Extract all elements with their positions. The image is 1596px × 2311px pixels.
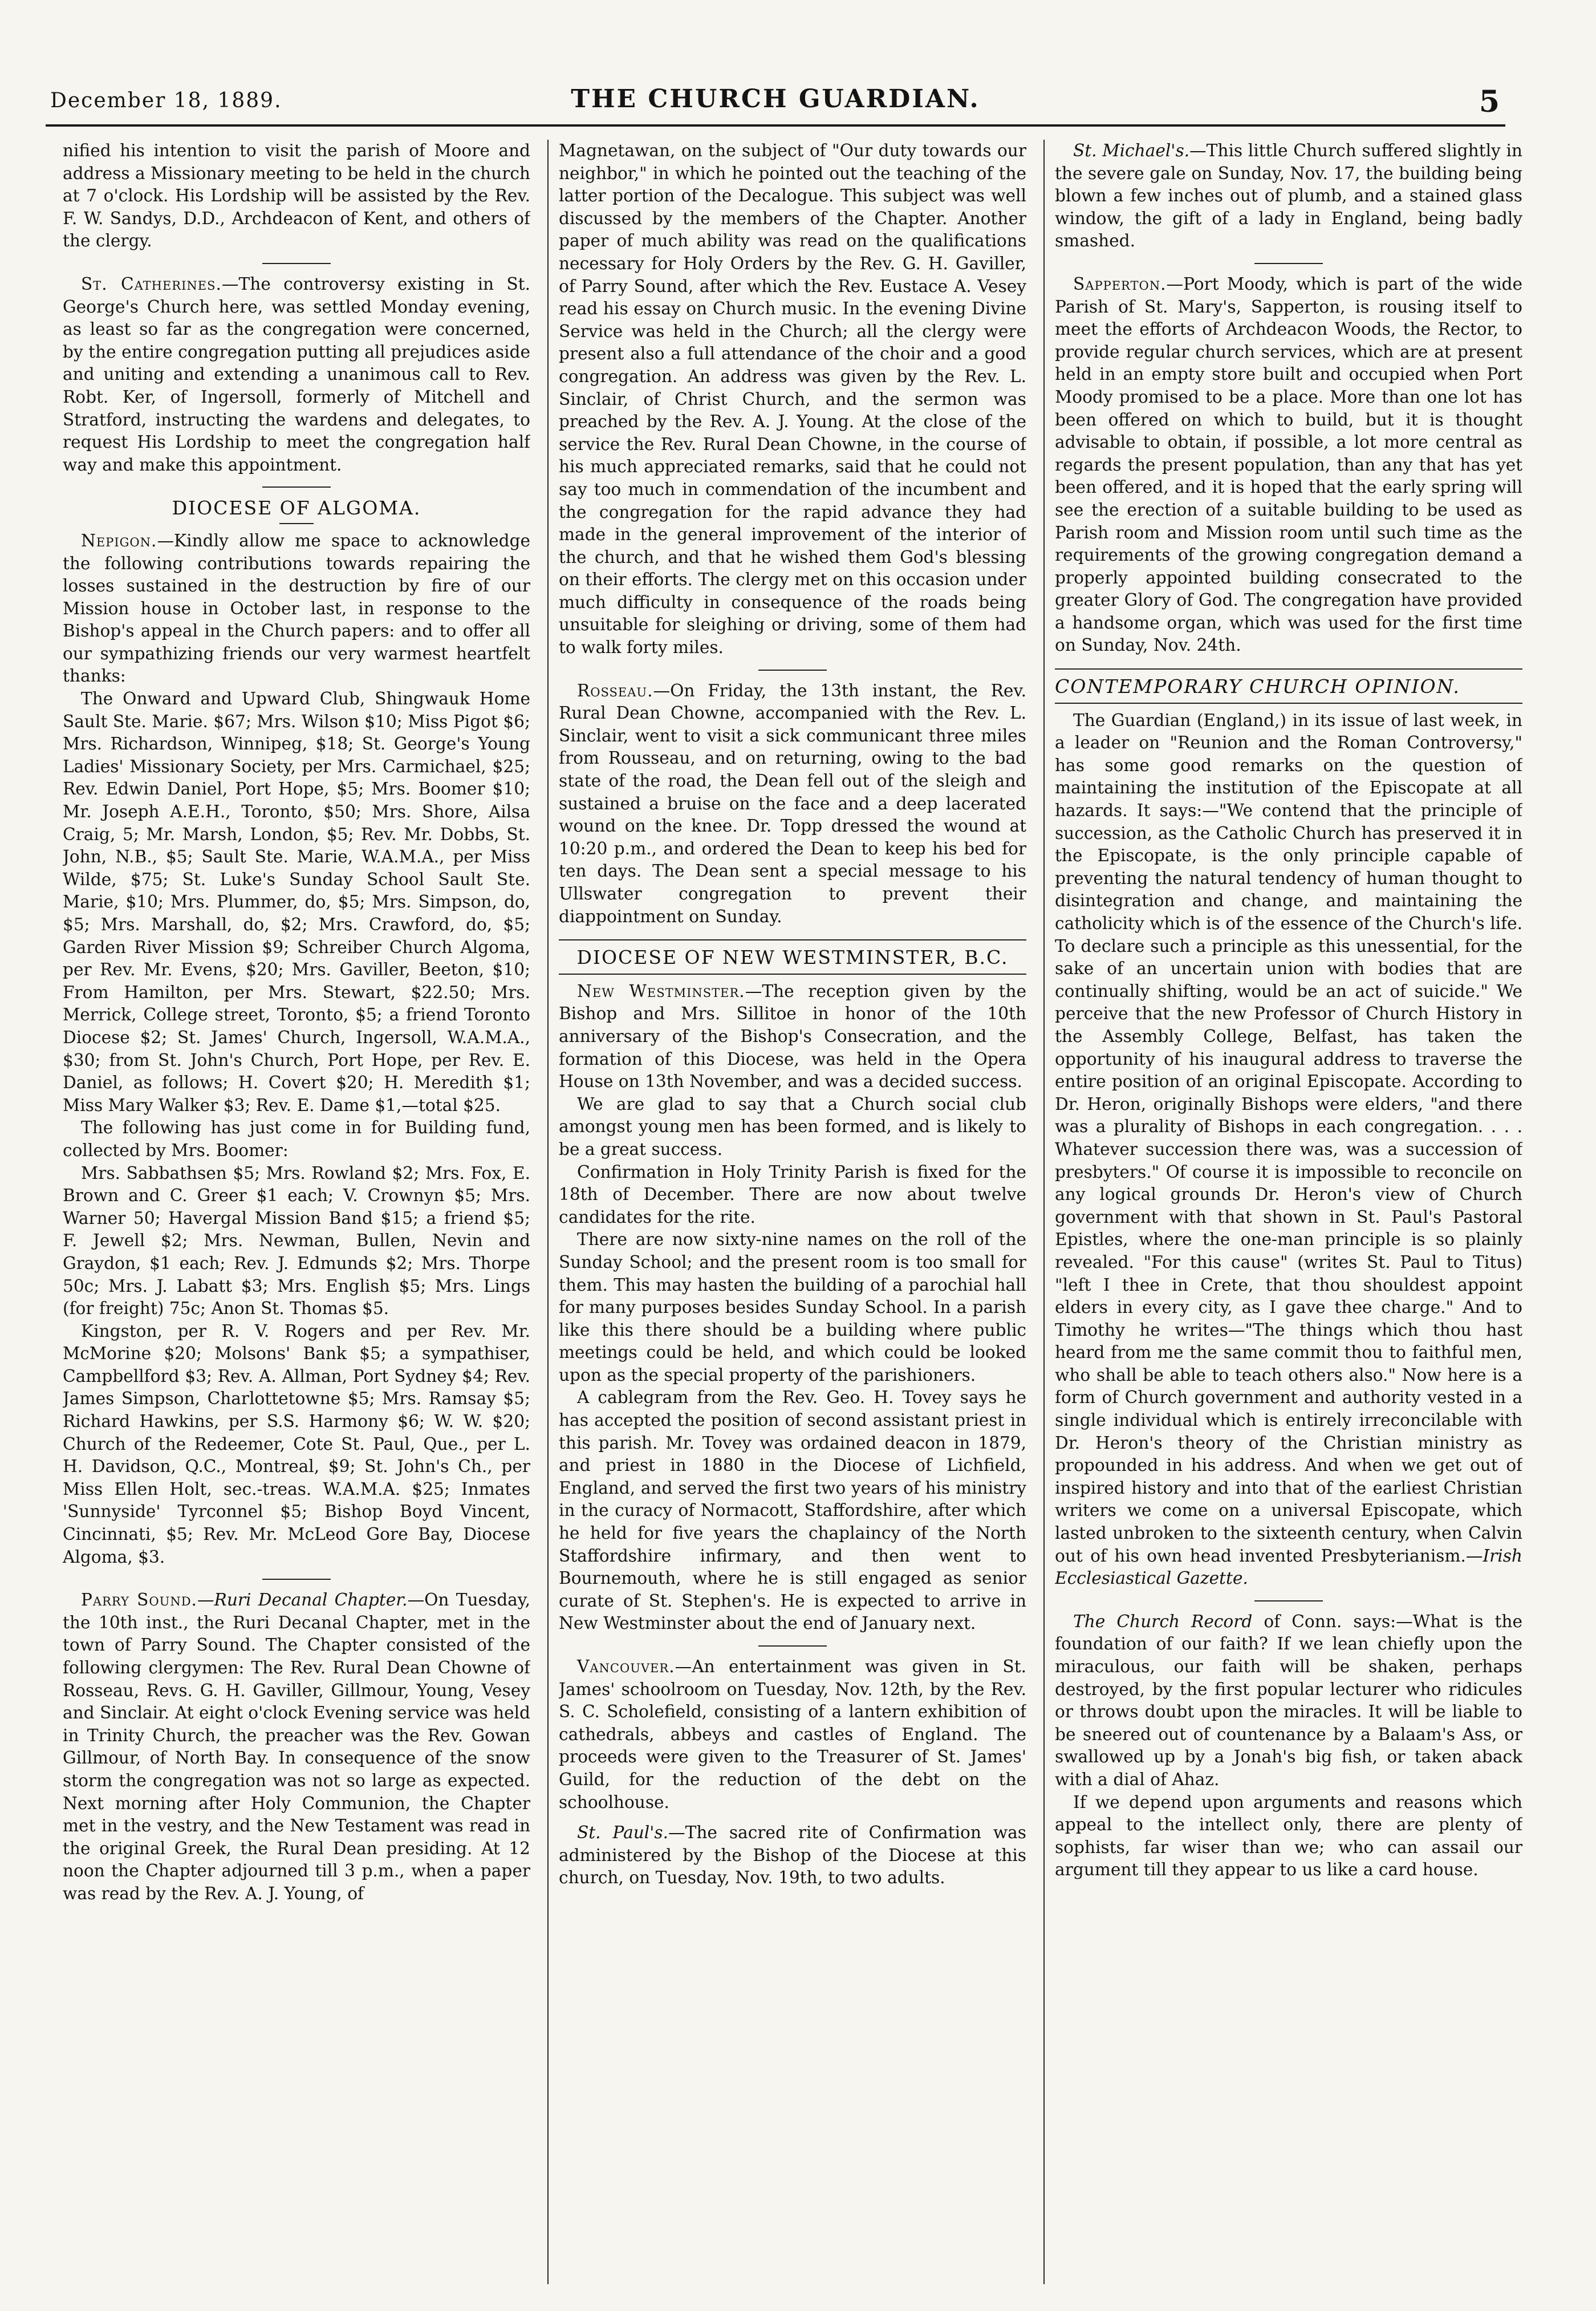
paragraph-text: —Kindly allow me space to acknowledge the following contributions towards repairing the losses sustained in the destruction by fire of our Mission house in October last, in response to the Bishop's appeal in the Church papers: and to offer all our sympathizing friends our very warmest heartfelt thanks: bbox=[63, 530, 530, 686]
dateline: St. Paul's. bbox=[577, 1823, 669, 1843]
column-divider bbox=[1043, 140, 1045, 2284]
dateline: Vancouver. bbox=[577, 1657, 675, 1676]
article-paragraph bbox=[1055, 1611, 1522, 1791]
article-paragraph: There are now sixty-nine names on the roll of the Sunday School; and the present room is too small for them. This may hasten the building of a parochial hall for many purposes besides Sunday School. In a parish like this there should be a building where public meetings could be held, and which could be looked upon as the special property of the parishioners. bbox=[559, 1230, 1026, 1385]
column-2 bbox=[559, 140, 1026, 2290]
article-paragraph: Kingston, per R. V. Rogers and per Rev. Mr. McMorine $20; Molsons' Bank $5; a sympathiser, Campbellford $3; Rev. A. Allman, Port Sydney $4; Rev. James Simpson, Charlottetowne $5; Mrs. Ramsay $5; Richard Hawkins, per S.S. Harmony $6; W. W. $20; Church of the Redeemer, Cote St. Paul, Que., per L. H. Davidson, Q.C., Montreal, $9; St. John's Ch., per Miss Ellen Holt, sec.-treas. W.A.M.A. $25; Inmates 'Sunnyside' Tyrconnel $5; Bishop Boyd Vincent, Cincinnati, $5; Rev. Mr. McLeod Gore Bay, Diocese Algoma, $3. bbox=[63, 1321, 530, 1567]
separator-rule bbox=[279, 523, 314, 524]
separator-rule bbox=[262, 1579, 331, 1580]
article-paragraph bbox=[63, 1589, 530, 1905]
article-paragraph: Confirmation in Holy Trinity Parish is fixed for the 18th of December. There are now about twelve candidates for the rite. bbox=[559, 1162, 1026, 1227]
article-paragraph: If we depend upon arguments and reasons which appeal to the intellect only, there are plenty of sophists, far wiser than we; who can assail our argument till they appear to us like a card house. bbox=[1055, 1792, 1522, 1880]
article-paragraph: The following has just come in for Building fund, collected by Mrs. Boomer: bbox=[63, 1118, 530, 1160]
article-paragraph bbox=[63, 530, 530, 688]
section-heading: DIOCESE OF ALGOMA. bbox=[172, 497, 421, 520]
dateline: St. Michael's. bbox=[1073, 141, 1190, 160]
masthead-title: THE CHURCH GUARDIAN. bbox=[571, 84, 980, 113]
section-heading: DIOCESE OF NEW WESTMINSTER, B.C. bbox=[559, 939, 1026, 975]
paragraph-text: The Guardian (England,) in its issue of last week, in a leader on "Reunion and the Roman Controversy," has some good remarks on the question of maintaining the institution of the Episcopate at all hazards. It says:—"We contend that the principle of succession, as the Catholic Church has preserved it in the Episcopate, is the only principle capable of preventing the natural tendency of human thought to disintegration and change, and maintaining the catholicity which is of the essence of the Church's life. To declare such a principle as this unessential, for the sake of an uncertain union with bodies that are continually shifting, would be an act of suicide." We perceive that the new Professor of Church History in the Assembly College, Belfast, has taken the opportunity of his inaugural address to traverse the entire position of an original Episcopate. According to Dr. Heron, originally Bishops were elders, "and there was a plurality of Bishops in each congregation. . . . Whatever succession there was, was a succession of presbyters." Of course it is impossible to reconcile on any logical grounds Dr. Heron's view of Church government with that shown in St. Paul's Pastoral Epistles, where the one-man principle is so plainly revealed. "For this cause" (writes St. Paul to Titus) "left I thee in Crete, that thou shouldest appoint elders in every city, as I gave thee charge." And to Timothy he writes—"The things which thou hast heard from me the same commit thou to faithful men, who shall be able to teach others also." Now here is a form of Church government and authority vested in a single individual which is entirely irreconcilable with Dr. Heron's theory of the Christian ministry as propounded in his address. And when we get out of inspired history and into that of the earliest Christian writers we come on a universal Episcopate, which lasted unbroken to the sixteenth century, when Calvin out of his own head invented Presbyterianism. bbox=[1055, 710, 1522, 1566]
article-paragraph bbox=[559, 680, 1026, 929]
article-paragraph: nified his intention to visit the parish of Moore and address a Missionary meeting to be held in the church at 7 o'clock. His Lordship will be assisted by the Rev. F. W. Sandys, D.D., Archdeacon of Kent, and others of the clergy. bbox=[63, 141, 530, 251]
article-paragraph bbox=[1055, 709, 1522, 1590]
paragraph-text: —The reception given by the Bishop and Mrs. Sillitoe in honor of the 10th anniversary of the Bishop's Consecration, and the formation of this Diocese, was held in the Opera House on 13th November, and was a decided success. bbox=[559, 981, 1026, 1092]
paragraph-text: —On Friday, the 13th instant, the Rev. Rural Dean Chowne, accompanied with the Rev. L. Sinclair, went to visit a sick communicant three miles from Rousseau, and on returning, owing to the bad state of the road, the Dean fell out of the sleigh and sustained a bruise on the face and a deep lacerated wound on the knee. Dr. Topp dressed the wound at 10:20 p.m., and ordered the Dean to keep his bed for ten days. The Dean sent a special message to his Ullswater congregation to prevent their diappointment on Sunday. bbox=[559, 680, 1026, 926]
dateline: Sapperton. bbox=[1073, 274, 1167, 294]
dateline: New Westminster. bbox=[577, 981, 745, 1001]
article-paragraph bbox=[559, 1656, 1026, 1814]
article-paragraph: The Onward and Upward Club, Shingwauk Home Sault Ste. Marie. $67; Mrs. Wilson $10; Miss Pigot $6; Mrs. Richardson, Winnipeg, $18; St. George's Young Ladies' Missionary Society, per Mrs. Carmichael, $25; Rev. Edwin Daniel, Port Hope, $5; Mrs. Boomer $10; Mr. Joseph A.E.H., Toronto, $50; Mrs. Shore, Ailsa Craig, 5; Mr. Marsh, London, $5; Rev. Mr. Dobbs, St. John, N.B., $5; Sault Ste. Marie, W.A.M.A., per Miss Wilde, $75; St. Luke's Sunday School Sault Ste. Marie, $10; Mrs. Plummer, do, $5; Mrs. Simpson, do, $5; Mrs. Marshall, do, $2; Mrs. Crawford, do, $5; Garden River Mission $9; Schreiber Church Algoma, per Rev. Mr. Evens, $20; Mrs. Gaviller, Beeton, $10; From Hamilton, per Mrs. Stewart, $22.50; Mrs. Merrick, College street, Toronto, $5; a friend Toronto Diocese $2; St. James' Church, Ingersoll, W.A.M.A., $30; from St. John's Church, Port Hope, per Rev. E. Daniel, as follows; H. Covert $20; H. Meredith $1; Miss Mary Walker $3; Rev. E. Dame $1,—total $25. bbox=[63, 689, 530, 1115]
publication-name: The Church Record bbox=[1073, 1611, 1253, 1631]
dateline: Rosseau. bbox=[577, 680, 653, 700]
issue-date: December 18, 1889. bbox=[50, 89, 282, 112]
article-paragraph bbox=[1055, 273, 1522, 657]
paragraph-text: of Conn. says:—What is the foundation of our faith? If we lean chiefly upon the miraculous, our faith will be shaken, perhaps destroyed, by the first popular lecturer who ridicules or throws doubt upon the miracles. It will be liable to be sneered out of countenance by a Balaam's Ass, or swallowed up by a Jonah's big fish, or taken aback with a dial of Ahaz. bbox=[1055, 1611, 1522, 1789]
section-heading: CONTEMPORARY CHURCH OPINION. bbox=[1055, 668, 1522, 704]
paragraph-text: —Port Moody, which is part of the wide Parish of St. Mary's, Sapperton, is rousing itself to meet the efforts of Archdeacon Woods, the Rector, to provide regular church services, which are at present held in an empty store built and occupied when Port Moody promised to be a place. More than one lot has been offered on which to build, but it is thought advisable to obtain, if possible, a lot more central as regards the present population, than any that has yet been offered, and it is hoped that the early spring will see the erection of a suitable building to be used as Parish room and Mission room until such time as the requirements of the growing congregation demand a properly appointed building consecrated to the greater Glory of God. The congregation have provided a handsome organ, which was used for the first time on Sunday, Nov. 24th. bbox=[1055, 274, 1522, 655]
article-paragraph: Mrs. Sabbathsen $5; Mrs. Rowland $2; Mrs. Fox, E. Brown and C. Greer $1 each; V. Crownyn $5; Mrs. Warner 50; Havergal Mission Band $15; a friend $5; F. Jewell $2; Mrs. Newman, Bullen, Nevin and Graydon, $1 each; Rev. J. Edmunds $2; Mrs. Thorpe 50c; Mrs. J. Labatt $3; Mrs. English $5; Mrs. Lings (for freight) 75c; Anon St. Thomas $5. bbox=[63, 1163, 530, 1319]
page-number: 5 bbox=[1479, 84, 1500, 119]
paragraph-text: —On Tuesday, the 10th inst., the Ruri Decanal Chapter, met in the town of Parry Sound. The Chapter consisted of the following clergymen: The Rev. Rural Dean Chowne of Rosseau, Revs. G. H. Gaviller, Gillmour, Young, Vesey and Sinclair. At eight o'clock Evening service was held in Trinity Church, the preacher was the Rev. Gowan Gillmour, of North Bay. In consequence of the snow storm the congregation was not so large as expected. Next morning after Holy Communion, the Chapter met in the vestry, and the New Testament was read in the original Greek, the Rural Dean presiding. At 12 noon the Chapter adjourned till 3 p.m., when a paper was read by the Rev. A. J. Young, of bbox=[63, 1590, 530, 1903]
article-paragraph: Magnetawan, on the subject of "Our duty towards our neighbor," in which he pointed out the teaching of the latter portion of the Decalogue. This subject was well discussed by the members of the Chapter. Another paper of much ability was read on the qualifications necessary for Holy Orders by the Rev. G. H. Gaviller, of Parry Sound, after which the Rev. Eustace A. Vesey read his essay on Church music. In the evening Divine Service was held in the Church; all the clergy were present also a full attendance of the choir and a good congregation. An address was given by the Rev. L. Sinclair, of Christ Church, and the sermon was preached by the Rev. A. J. Young. At the close of the service the Rev. Rural Dean Chowne, in the course of his much appreciated remarks, said that he could not say too much in commendation of the incumbent and the congregation for the rapid advance they had made in the general improvement of the interior of the church, and that he wished them God's blessing on their efforts. The clergy met on this occasion under much difficulty in consequence of the roads being unsuitable for sleighing or driving, some of them had to walk forty miles. bbox=[559, 141, 1026, 658]
separator-rule bbox=[262, 486, 331, 488]
paragraph-text: —This little Church suffered slightly in the severe gale on Sunday, Nov. 17, the building being blown a few inches out of plumb, and a stained glass window, the gift of a lady in England, being badly smashed. bbox=[1055, 141, 1522, 251]
subhead: —Ruri Decanal Chapter. bbox=[197, 1590, 408, 1610]
separator-rule bbox=[1254, 263, 1323, 264]
dateline: Nepigon. bbox=[81, 530, 157, 550]
separator-rule bbox=[1254, 1600, 1323, 1602]
separator-rule bbox=[262, 263, 331, 264]
article-paragraph bbox=[1055, 140, 1522, 253]
separator-rule bbox=[758, 1645, 827, 1647]
paragraph-text: —An entertainment was given in St. James' schoolroom on Tuesday, Nov. 12th, by the Rev. S. C. Scholefield, consisting of a lantern exhibition of cathedrals, abbeys and castles of England. The proceeds were given to the Treasurer of St. James' Guild, for the reduction of the debt on the schoolhouse. bbox=[559, 1657, 1026, 1812]
dateline: St. Catherines. bbox=[81, 274, 222, 294]
paragraph-text: —The controversy existing in St. George's Church here, was settled Monday evening, as least so far as the congregation were concerned, by the entire congregation putting all prejudices aside and uniting and extending a unanimous call to Rev. Robt. Ker, of Ingersoll, formerly of Mitchell and Stratford, instructing the wardens and delegates, to request His Lordship to meet the congregation half way and make this appointment. bbox=[63, 274, 530, 475]
article-paragraph bbox=[559, 1822, 1026, 1890]
source-credit: —Irish Ecclesiastical Gazette. bbox=[1055, 1546, 1522, 1588]
paragraph-text: —The sacred rite of Confirmation was administered by the Bishop of the Diocese at this church, on Tuesday, Nov. 19th, to two adults. bbox=[559, 1823, 1026, 1888]
page-header bbox=[46, 84, 1505, 127]
article-paragraph: We are glad to say that a Church social club amongst young men has been formed, and is likely to be a great success. bbox=[559, 1094, 1026, 1159]
article-paragraph bbox=[63, 273, 530, 476]
column-1 bbox=[63, 140, 530, 2290]
column-3 bbox=[1055, 140, 1522, 2290]
column-divider bbox=[547, 140, 549, 2284]
article-paragraph: A cablegram from the Rev. Geo. H. Tovey says he has accepted the position of second assistant priest in this parish. Mr. Tovey was ordained deacon in 1879, and priest in 1880 in the Diocese of Lichfield, England, and served the first two years of his ministry in the curacy of Normacott, Staffordshire, after which he held for five years the chaplaincy of the North Staffordshire infirmary, and then went to Bournemouth, where he is still engaged as senior curate of St. Stephen's. He is expected to arrive in New Westminster about the end of January next. bbox=[559, 1388, 1026, 1633]
separator-rule bbox=[758, 670, 827, 671]
article-paragraph bbox=[559, 980, 1026, 1093]
dateline: Parry Sound. bbox=[81, 1590, 197, 1610]
